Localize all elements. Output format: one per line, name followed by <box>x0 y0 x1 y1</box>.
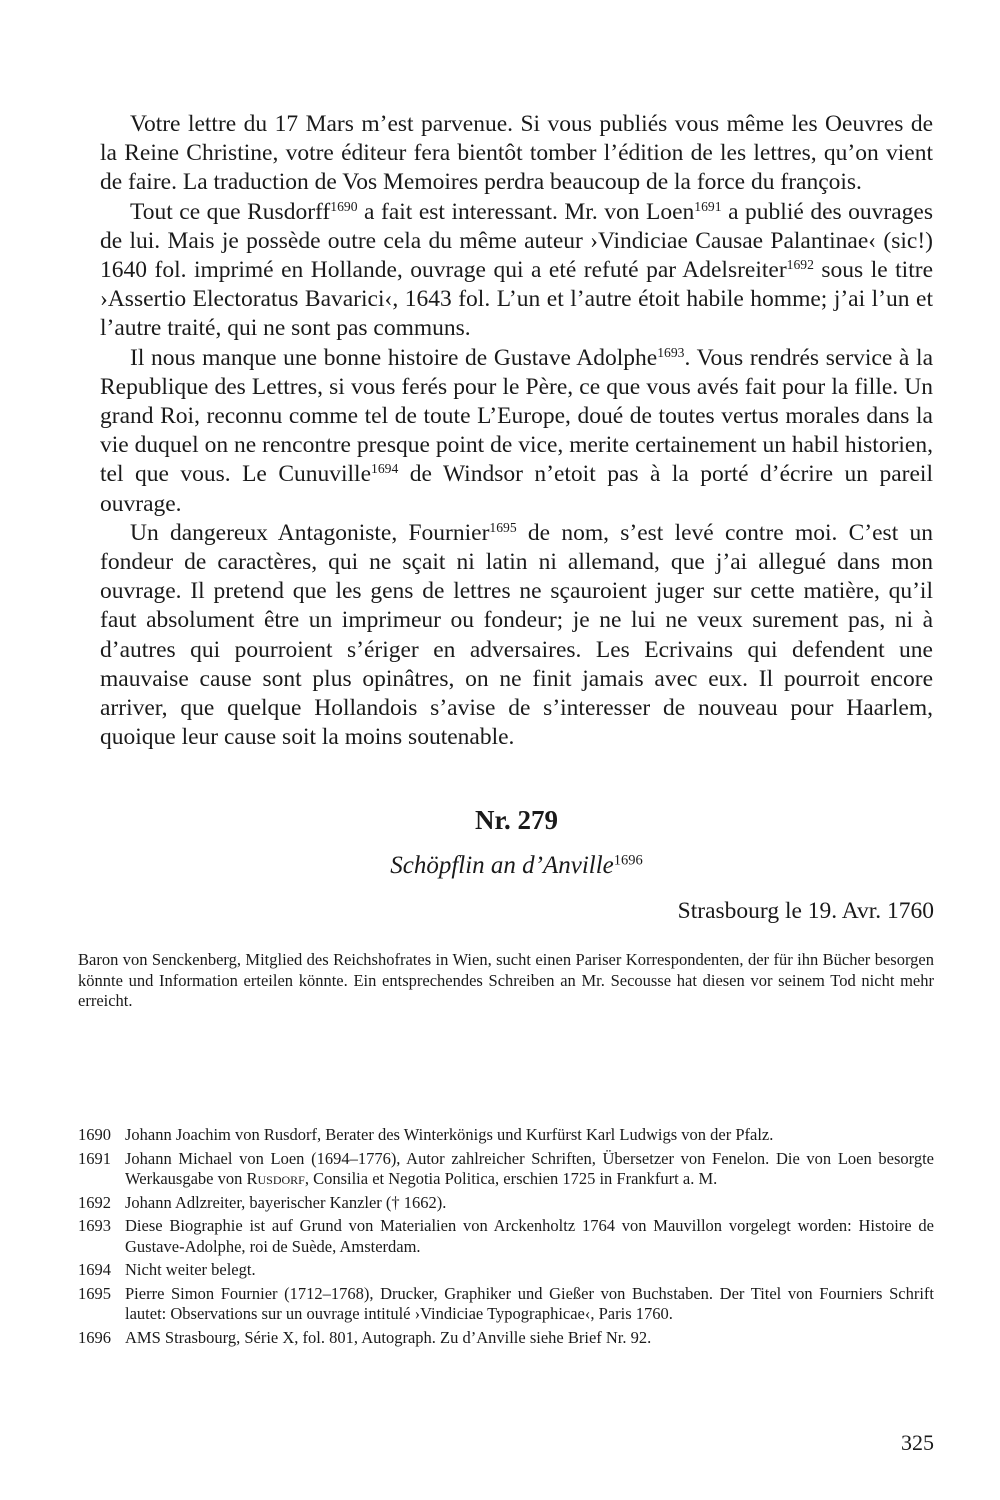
footnote-text-part: , Consilia et Negotia Politica, erschien 1725 in Frankfurt a. M. <box>304 1169 718 1188</box>
paragraph-1 <box>100 110 933 198</box>
footnote-number: 1696 <box>78 1327 111 1347</box>
paragraph-4 <box>100 519 933 753</box>
paragraph-2-text-a: Tout ce que Rusdorff <box>130 198 331 225</box>
footnote-text: Diese Biographie ist auf Grund von Materialien von Arckenholtz 1764 von Mauvillon vorgelegt worden: Histoire de Gustave-Adolphe, roi de Suède, Amsterdam. <box>125 1216 934 1256</box>
paragraph-1-text: Votre lettre du 17 Mars m’est parvenue. Si vous publiés vous même les Oeuvres de la Reine Christine, votre éditeur fera bientôt tomber l’édition de les lettres, qu’on vient de faire. La traduction de Vos Memoires perdra beaucoup de la force du françois. <box>100 111 933 196</box>
footnote-ref-1693: 1693 <box>657 344 685 360</box>
footnote-text: Nicht weiter belegt. <box>125 1260 256 1279</box>
paragraph-3-text-b: . Vous rendrés service à la Republique des Lettres, si vous ferés pour le Père, ce que vous avés fait pour la fille. Un grand Roi, reconnu comme tel de toute L’Europe, doué de toutes vertus morales dans la vie duquel on ne rencontre presque point de vice, merite certainement un habil historien, tel que vous. Le Cunuville <box>100 344 933 488</box>
paragraph-3 <box>100 344 933 519</box>
footnote-1693 <box>78 1216 934 1257</box>
footnote-ref-1691: 1691 <box>694 198 722 214</box>
footnote-1690 <box>78 1125 934 1146</box>
footnote-1695 <box>78 1284 934 1325</box>
paragraph-3-text-a: Il nous manque une bonne histoire de Gustave Adolphe <box>130 344 658 371</box>
letter-number-heading: Nr. 279 <box>474 805 558 835</box>
footnote-text: Johann Adlzreiter, bayerischer Kanzler († 1662). <box>125 1192 447 1212</box>
footnote-number: 1692 <box>78 1192 111 1212</box>
footnote-ref-1696: 1696 <box>613 852 643 869</box>
footnote-number: 1690 <box>78 1125 111 1144</box>
footnote-text-part: Johann Michael von Loen (1694–1776), Autor zahlreicher Schriften, Übersetzer von Fenelon. Die von Loen besorgte Werkausgabe von <box>125 1148 934 1188</box>
letter-summary: Baron von Senckenberg, Mitglied des Reichshofrates in Wien, sucht einen Pariser Korrespondenten, der für ihn Bücher besorgen könnte und Information erteilen könnte. Ein entsprechendes Schreiben an Mr. Secousse hat diesen vor seinem Tod nicht mehr erreicht. <box>78 950 934 1010</box>
paragraph-2 <box>100 198 933 344</box>
footnote-number: 1694 <box>78 1260 111 1279</box>
footnote-1692 <box>78 1193 934 1214</box>
footnote-text <box>125 1149 934 1190</box>
footnote-number: 1695 <box>78 1283 111 1303</box>
footnote-1694 <box>78 1260 934 1281</box>
footnote-ref-1692: 1692 <box>786 256 814 272</box>
paragraph-4-text-b: de nom, s’est levé contre moi. C’est un fondeur de caractères, qui ne sçait ni latin ni allemand, que j’ai allegué dans mon ouvrage. Il pretend que les gens de lettres ne sçauroient juger sur cette matière, qu’il faut absolument être un imprimeur ou fondeur; je ne lui ne veux surement pas, ni à d’autres qui pourroient s’ériger en adversaires. Les Ecrivains qui defendent une mauvaise cause sont plus opinâtres, on ne finit jamais avec eux. Il pourroit encore arriver, que quelque Hollandois s’avise de s’interesser de nouveau pour Haarlem, quoique leur cause soit la moins soutenable. <box>100 519 933 751</box>
letter-body-text <box>100 110 933 752</box>
footnote-ref-1695: 1695 <box>489 519 517 535</box>
letter-date: Strasbourg le 19. Avr. 1760 <box>677 898 934 924</box>
footnote-text: Johann Joachim von Rusdorf, Berater des Winterkönigs und Kurfürst Karl Ludwigs von der Pfalz. <box>125 1125 774 1144</box>
paragraph-3-text-c: de Windsor n’etoit pas à la porté d’écrire un pareil ouvrage. <box>100 461 933 517</box>
page-number: 325 <box>901 1430 934 1455</box>
footnote-text: AMS Strasbourg, Série X, fol. 801, Autograph. Zu d’Anville siehe Brief Nr. 92. <box>125 1327 652 1347</box>
footnote-number: 1691 <box>78 1148 111 1168</box>
paragraph-2-text-d: sous le titre ›Assertio Electoratus Bavarici‹, 1643 fol. L’un et l’autre étoit habile homme; j’ai l’un et l’autre traité, qui ne sont pas communs. <box>100 257 933 342</box>
author-small-caps: Rusdorf <box>246 1169 305 1188</box>
paragraph-4-text-a: Un dangereux Antagoniste, Fournier <box>130 519 490 546</box>
paragraph-2-text-c: a publié des ouvrages de lui. Mais je possède outre cela du même auteur ›Vindiciae Causae Palantinae‹ (sic!) 1640 fol. imprimé en Hollande, ouvrage qui a eté refuté par Adelsreiter <box>100 198 934 284</box>
footnote-text: Pierre Simon Fournier (1712–1768), Drucker, Graphiker und Gießer von Buchstaben. Der Titel von Fourniers Schrift lautet: Observations sur un ouvrage intitulé ›Vindiciae Typographicae‹, Paris 1760. <box>125 1283 934 1323</box>
footnote-1691 <box>78 1149 934 1190</box>
footnote-1696 <box>78 1328 934 1349</box>
letter-title <box>100 852 933 880</box>
paragraph-2-text-b: a fait est interessant. Mr. von Loen <box>357 198 695 225</box>
footnote-number: 1693 <box>78 1216 111 1235</box>
footnote-ref-1690: 1690 <box>330 198 358 214</box>
footnote-ref-1694: 1694 <box>371 461 399 477</box>
letter-title-text: Schöpflin an d’Anville <box>390 852 614 879</box>
footnotes <box>78 1125 934 1351</box>
